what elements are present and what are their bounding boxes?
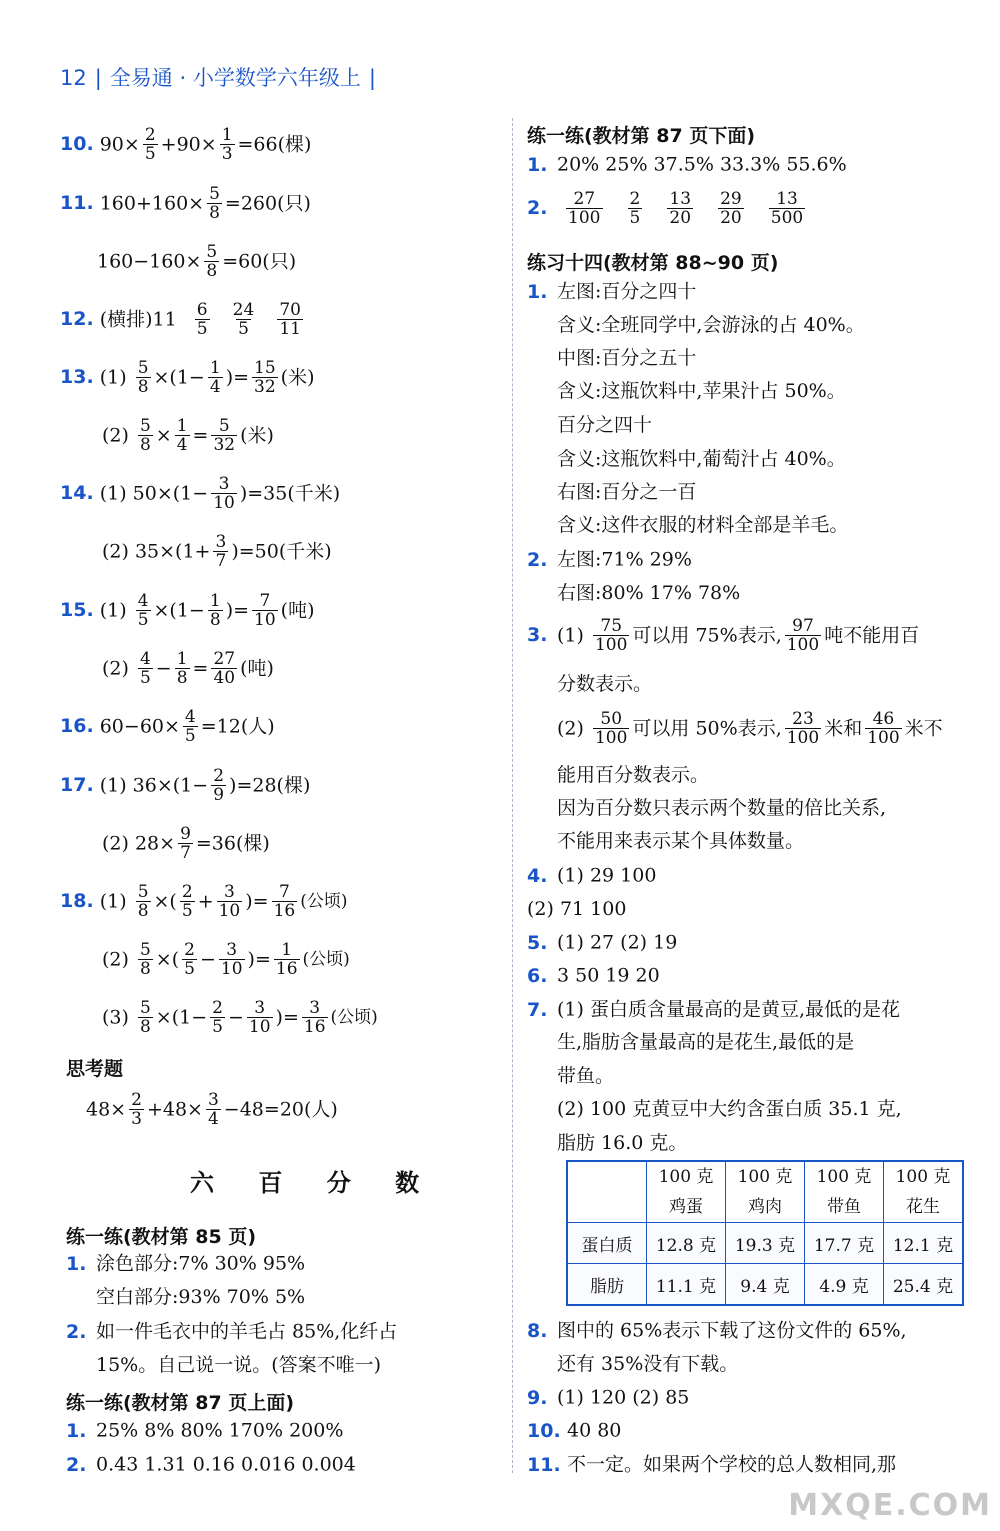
s14-q3-reason-2: 不能用来表示某个具体数量。	[557, 830, 805, 852]
column-divider	[512, 118, 513, 1473]
s14-q1-line: 中图:百分之五十	[557, 347, 697, 369]
answer-18-2: (2) $\frac{5}{8}$ ×( $\frac{2}{5}$ − $\frac{3}{10}$ )= $\frac{1}{16}$ (公顷)	[102, 940, 350, 980]
s14-q7-d: (2) 100 克黄豆中大约含蛋白质 35.1 克,	[557, 1098, 902, 1120]
table-header-cell: 100 克 鸡肉	[726, 1161, 805, 1223]
s14-q3-2: (2) $\frac{50}{100}$ 可以用 50%表示, $\frac{23}{100}$ 米和 $\frac{46}{100}$ 米不	[557, 709, 943, 749]
s87a-q2: 2. 0.43 1.31 0.16 0.016 0.004	[66, 1453, 356, 1476]
s14-q2-a: 2. 左图:71% 29%	[527, 548, 692, 571]
s14-q3-2-cont: 能用百分数表示。	[557, 764, 710, 786]
s87b-q1: 1. 20% 25% 37.5% 33.3% 55.6%	[527, 153, 847, 176]
s85-q1-b: 空白部分:93% 70% 5%	[96, 1286, 306, 1308]
s14-q1-line: 含义:这瓶饮料中,苹果汁占 50%。	[557, 380, 846, 402]
table-cell: 12.1 克	[884, 1223, 964, 1264]
section-title-87b: 练一练(教材第 87 页下面)	[527, 125, 756, 147]
s14-q7-a: 7. (1) 蛋白质含量最高的是黄豆,最低的是花	[527, 998, 900, 1021]
s14-q5: 5. (1) 27 (2) 19	[527, 931, 678, 954]
table-row	[567, 1161, 963, 1223]
s14-q7-b: 生,脂肪含量最高的是花生,最低的是	[557, 1031, 855, 1053]
answer-14-2: (2) 35×(1+ $\frac{3}{7}$ )=50(千米)	[102, 532, 332, 572]
table-header-cell: 100 克 花生	[884, 1161, 964, 1223]
answer-15-2: (2) $\frac{4}{5}$ − $\frac{1}{8}$ = $\frac{27}{40}$ (吨)	[102, 649, 274, 689]
s14-q2-b: 右图:80% 17% 78%	[557, 582, 741, 604]
table-row-label: 蛋白质	[567, 1223, 647, 1264]
fraction: $\frac{24}{5}$	[232, 300, 255, 340]
nutrition-table	[566, 1160, 964, 1306]
page-number: 12	[60, 66, 87, 90]
s14-q1-line: 右图:百分之一百	[557, 481, 697, 503]
answer-12: 12. (横排)11 $\frac{6}{5}$ $\frac{24}{5}$ $\frac{70}{11}$	[60, 300, 301, 340]
table-cell: 12.8 克	[647, 1223, 726, 1264]
section-title-14: 练习十四(教材第 88~90 页)	[527, 252, 779, 274]
table-row	[567, 1264, 963, 1306]
s14-q1-line: 含义:这件衣服的材料全部是羊毛。	[557, 514, 849, 536]
s14-q3-1: 3. (1) $\frac{75}{100}$ 可以用 75%表示, $\frac{97}{100}$ 吨不能用百	[527, 616, 920, 656]
watermark-logo: MXQE.COM	[788, 1488, 992, 1523]
fraction: $\frac{2}{5}$	[144, 125, 156, 165]
table-header-cell: 100 克 鸡蛋	[647, 1161, 726, 1223]
think-title: 思考题	[66, 1058, 124, 1080]
think-answer: 48× $\frac{2}{3}$ +48× $\frac{3}{4}$ −48=20(人)	[86, 1090, 338, 1130]
s14-q8-b: 还有 35%没有下载。	[557, 1353, 739, 1375]
s14-q3-1-cont: 分数表示。	[557, 673, 653, 695]
answer-16: 16. 60−60× $\frac{4}{5}$ =12(人)	[60, 707, 275, 747]
fraction: $\frac{5}{8}$	[206, 242, 218, 282]
answer-13-1: 13. (1) $\frac{5}{8}$ ×(1− $\frac{1}{4}$ )= $\frac{15}{32}$ (米)	[60, 358, 315, 398]
s85-q2-b: 15%。自己说一说。(答案不唯一)	[96, 1354, 382, 1376]
s87b-q2: 2. $\frac{27}{100}$ $\frac{2}{5}$ $\frac{13}{20}$ $\frac{29}{20}$ $\frac{13}{500}$	[527, 189, 804, 229]
table-cell: 19.3 克	[726, 1223, 805, 1264]
answer-18-1: 18. (1) $\frac{5}{8}$ ×( $\frac{2}{5}$ + $\frac{3}{10}$ )= $\frac{7}{16}$ (公顷)	[60, 882, 348, 922]
answer-15-1: 15. (1) $\frac{4}{5}$ ×(1− $\frac{1}{8}$ )= $\frac{7}{10}$ (吨)	[60, 591, 315, 631]
answer-14-1: 14. (1) 50×(1− $\frac{3}{10}$ )=35(千米)	[60, 474, 341, 514]
answer-11: 11. 160+160× $\frac{5}{8}$ =260(只)	[60, 184, 311, 224]
page-header: 12 | 全易通 · 小学数学六年级上 |	[60, 66, 376, 90]
fraction: $\frac{6}{5}$	[196, 300, 208, 340]
table-cell: 25.4 克	[884, 1264, 964, 1306]
answer-17-1: 17. (1) 36×(1− $\frac{2}{9}$ )=28(棵)	[60, 766, 311, 806]
section-title-87a: 练一练(教材第 87 页上面)	[66, 1392, 295, 1414]
s14-q9: 9. (1) 120 (2) 85	[527, 1386, 690, 1409]
table-cell: 4.9 克	[805, 1264, 884, 1306]
table-cell: 9.4 克	[726, 1264, 805, 1306]
answer-10: 10. 90× $\frac{2}{5}$ +90× $\frac{1}{3}$ =66(棵)	[60, 125, 312, 165]
fraction: $\frac{5}{8}$	[209, 184, 220, 224]
book-title: 全易通 · 小学数学六年级上	[109, 66, 361, 90]
table-header-cell: 100 克 带鱼	[805, 1161, 884, 1223]
answer-18-3: (3) $\frac{5}{8}$ ×(1− $\frac{2}{5}$ − $\frac{3}{10}$ )= $\frac{3}{16}$ (公顷)	[102, 998, 378, 1038]
s85-q1-a: 1. 涂色部分:7% 30% 95%	[66, 1252, 306, 1275]
table-corner-cell	[567, 1161, 647, 1223]
s14-q4-b: (2) 71 100	[527, 898, 627, 920]
s14-q7-e: 脂肪 16.0 克。	[557, 1132, 688, 1154]
section-title-85: 练一练(教材第 85 页)	[66, 1226, 257, 1248]
fraction: $\frac{1}{3}$	[221, 125, 233, 165]
answer-17-2: (2) 28× $\frac{9}{7}$ =36(棵)	[102, 824, 270, 864]
table-row-label: 脂肪	[567, 1264, 647, 1306]
table-cell: 17.7 克	[805, 1223, 884, 1264]
s14-q1-line: 含义:这瓶饮料中,葡萄汁占 40%。	[557, 448, 846, 470]
s14-q7-c: 带鱼。	[557, 1065, 615, 1087]
s14-q1-line: 1. 左图:百分之四十	[527, 280, 697, 303]
chapter-title: 六 百 分 数	[190, 1169, 438, 1197]
table-cell: 11.1 克	[647, 1264, 726, 1306]
s14-q10: 10. 40 80	[527, 1419, 622, 1442]
s14-q1-line: 百分之四十	[557, 414, 653, 436]
s14-q6: 6. 3 50 19 20	[527, 964, 660, 987]
s14-q3-reason: 因为百分数只表示两个数量的倍比关系,	[557, 797, 887, 819]
answer-13-2: (2) $\frac{5}{8}$ × $\frac{1}{4}$ = $\frac{5}{32}$ (米)	[102, 416, 274, 456]
answer-11-line-2: 160−160× $\frac{5}{8}$ =60(只)	[97, 242, 297, 282]
s14-q8-a: 8. 图中的 65%表示下载了这份文件的 65%,	[527, 1319, 907, 1342]
s14-q4-a: 4. (1) 29 100	[527, 864, 657, 887]
s14-q1-line: 含义:全班同学中,会游泳的占 40%。	[557, 314, 865, 336]
fraction: $\frac{70}{11}$	[279, 300, 301, 340]
table-row	[567, 1223, 963, 1264]
s14-q11: 11. 不一定。如果两个学校的总人数相同,那	[527, 1453, 897, 1476]
s85-q2-a: 2. 如一件毛衣中的羊毛占 85%,化纤占	[66, 1320, 398, 1343]
s87a-q1: 1. 25% 8% 80% 170% 200%	[66, 1419, 344, 1442]
